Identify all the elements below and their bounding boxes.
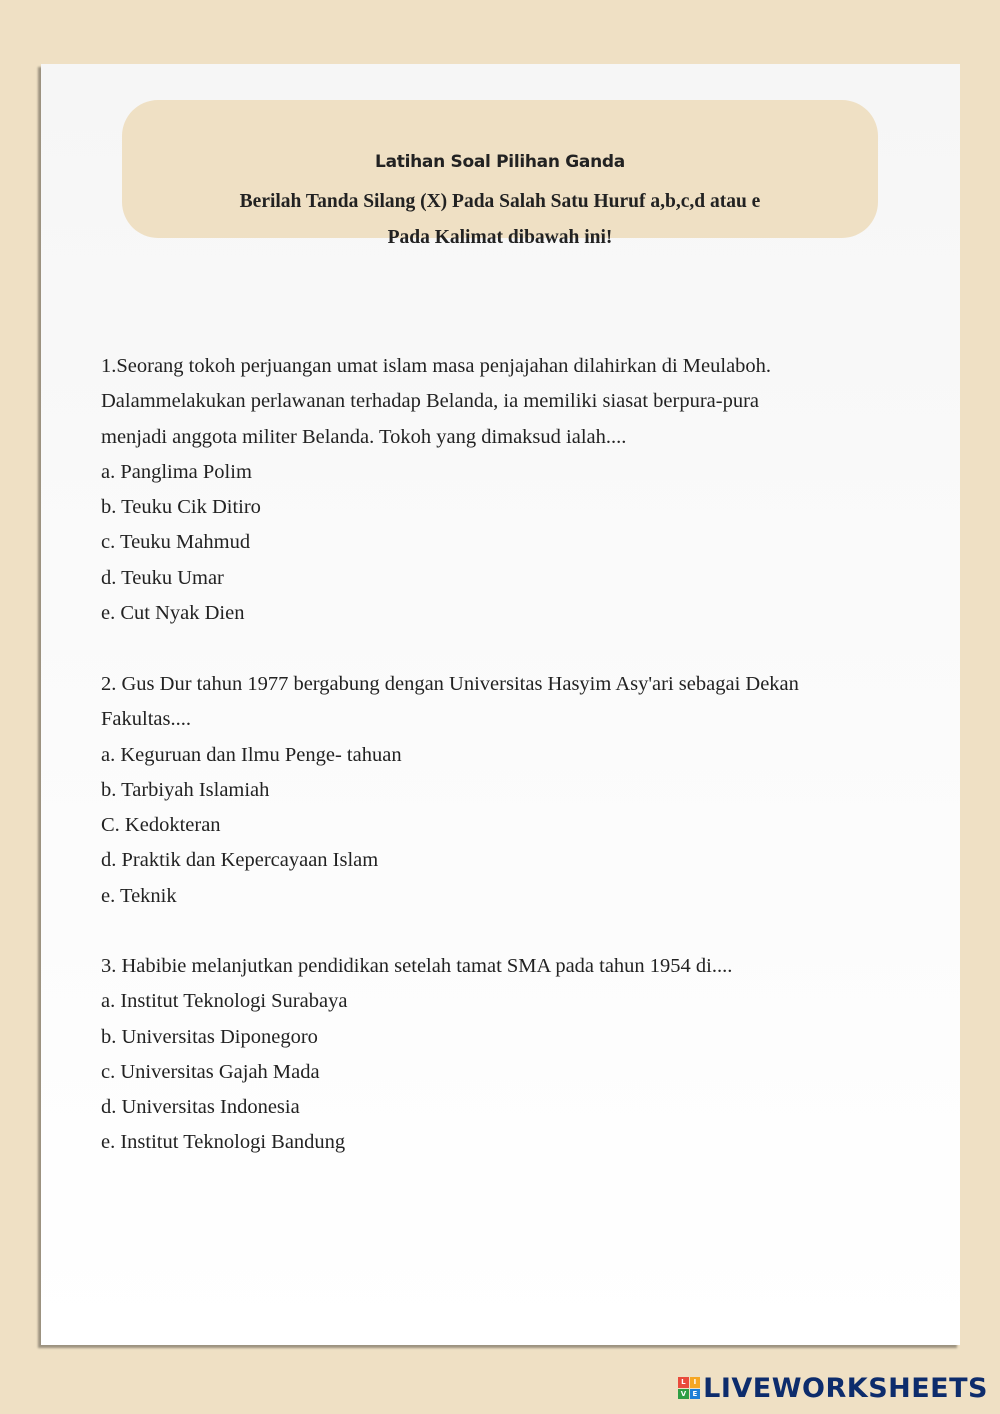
logo-cell: V: [678, 1389, 689, 1400]
answer-option-d[interactable]: d. Teuku Umar: [101, 566, 224, 589]
answer-option-c[interactable]: c. Teuku Mahmud: [101, 531, 251, 554]
question-2: [101, 667, 901, 914]
answer-option-e[interactable]: e. Institut Teknologi Bandung: [101, 1131, 346, 1154]
answer-option-d[interactable]: d. Universitas Indonesia: [101, 1096, 300, 1119]
answer-option-e[interactable]: e. Teknik: [101, 884, 177, 907]
brand-name: LIVEWORKSHEETS: [703, 1372, 988, 1404]
instruction-line-1: Berilah Tanda Silang (X) Pada Salah Satu Huruf a,b,c,d atau e: [239, 191, 761, 212]
answer-option-b[interactable]: b. Teuku Cik Ditiro: [101, 496, 261, 519]
question-stem-line: 2. Gus Dur tahun 1977 bergabung dengan Universitas Hasyim Asy'ari sebagai Dekan: [101, 673, 799, 695]
question-stem-line: Fakultas....: [101, 708, 191, 731]
question-stem-line: menjadi anggota militer Belanda. Tokoh yang dimaksud ialah....: [101, 425, 627, 448]
answer-option-c[interactable]: C. Kedokteran: [101, 814, 221, 837]
question-1: [101, 349, 901, 631]
instruction-line-2: Pada Kalimat dibawah ini!: [387, 227, 613, 248]
answer-option-e[interactable]: e. Cut Nyak Dien: [101, 602, 245, 625]
answer-option-a[interactable]: a. Institut Teknologi Surabaya: [101, 990, 348, 1013]
liveworksheets-brand[interactable]: [678, 1370, 988, 1406]
question-stem-line: Dalammelakukan perlawanan terhadap Belanda, ia memiliki siasat berpura-pura: [101, 390, 760, 413]
answer-option-b[interactable]: b. Tarbiyah Islamiah: [101, 778, 270, 801]
answer-option-a[interactable]: a. Keguruan dan Ilmu Penge- tahuan: [101, 743, 402, 766]
question-3: [101, 949, 901, 1161]
answer-option-c[interactable]: c. Universitas Gajah Mada: [101, 1060, 320, 1083]
question-stem-line: 1.Seorang tokoh perjuangan umat islam masa penjajahan dilahirkan di Meulaboh.: [101, 355, 772, 377]
question-stem-line: 3. Habibie melanjutkan pendidikan setelah tamat SMA pada tahun 1954 di....: [101, 955, 733, 977]
answer-option-a[interactable]: a. Panglima Polim: [101, 460, 252, 483]
worksheet-title: Latihan Soal Pilihan Ganda: [375, 152, 625, 172]
logo-cell: L: [678, 1377, 689, 1388]
answer-option-b[interactable]: b. Universitas Diponegoro: [101, 1025, 318, 1048]
logo-cell: E: [690, 1389, 701, 1400]
worksheet-page: [41, 64, 960, 1345]
header-box: [122, 100, 878, 248]
liveworksheets-logo-icon: [678, 1377, 700, 1399]
logo-cell: I: [690, 1377, 701, 1388]
answer-option-d[interactable]: d. Praktik dan Kepercayaan Islam: [101, 849, 379, 872]
